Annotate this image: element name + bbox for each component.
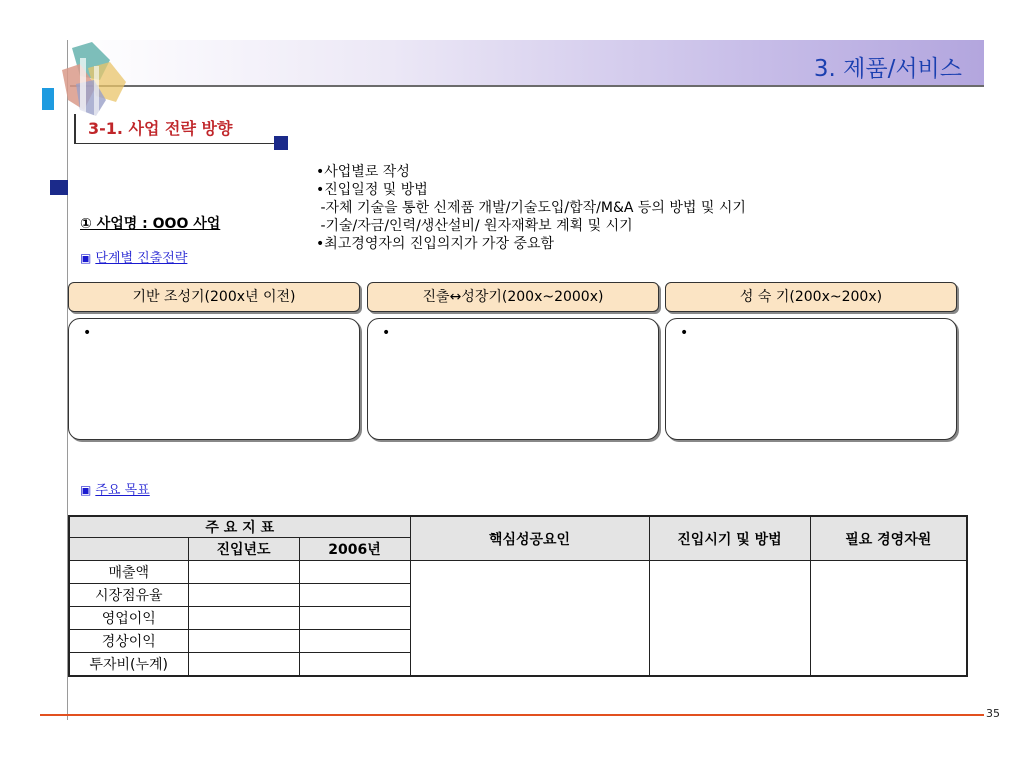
table-cell[interactable] [188,584,299,607]
note-line: -자체 기술을 통한 신제품 개발/기술도입/합작/M&A 등의 방법 및 시기 [316,200,746,216]
stage-tab-foundation: 기반 조성기(200x년 이전) [68,282,360,312]
table-cell[interactable] [188,607,299,630]
header-required-resources: 필요 경영자원 [810,516,967,561]
business-name: ① 사업명 : OOO 사업 [80,216,221,232]
bullet: • [83,325,92,341]
page-number: 35 [986,707,1000,720]
stage-tab-growth: 진출↔성장기(200x~2000x) [367,282,659,312]
table-row [69,561,967,584]
slide-title: 3. 제품/서비스 [813,56,962,82]
row-label: 영업이익 [69,607,188,630]
bullet: • [680,325,689,341]
goals-table [68,515,968,677]
note-line: •사업별로 작성 [316,164,410,180]
header-year-2006: 2006년 [299,538,410,561]
decorative-logo-icon [40,40,140,120]
header-blank [69,538,188,561]
section-square [274,136,288,150]
note-line: •최고경영자의 진입의지가 가장 중요함 [316,236,554,252]
section-title: 3-1. 사업 전략 방향 [88,119,233,138]
square-bullet-icon: ▣ [80,251,92,265]
stage-strategy-heading-label: 단계별 진출전략 [95,251,188,266]
row-label: 경상이익 [69,630,188,653]
row-label: 매출액 [69,561,188,584]
main-goals-heading-label: 주요 목표 [95,483,150,498]
decor-square [42,88,54,110]
footer-line [40,714,984,716]
main-goals-heading[interactable] [80,479,150,498]
required-resources-cell[interactable] [810,561,967,677]
header-entry-timing-method: 진입시기 및 방법 [649,516,810,561]
header-main-indicators: 주 요 지 표 [69,516,410,538]
stage-box-foundation[interactable] [68,318,360,440]
table-cell[interactable] [299,653,410,677]
square-bullet-icon: ▣ [80,483,92,497]
section-underline [74,143,274,144]
table-cell[interactable] [188,653,299,677]
table-cell[interactable] [299,607,410,630]
stage-tab-maturity: 성 숙 기(200x~200x) [665,282,957,312]
section-left-bar [74,114,76,144]
entry-method-cell[interactable] [649,561,810,677]
decor-square [50,180,68,195]
table-cell[interactable] [299,630,410,653]
row-label: 투자비(누계) [69,653,188,677]
row-label: 시장점유율 [69,584,188,607]
stage-box-growth[interactable] [367,318,659,440]
success-factors-cell[interactable] [410,561,649,677]
note-line: -기술/자금/인력/생산설비/ 원자재확보 계획 및 시기 [316,218,633,234]
note-line: •진입일정 및 방법 [316,182,428,198]
table-cell[interactable] [299,561,410,584]
stage-strategy-heading[interactable] [80,247,187,266]
stage-box-maturity[interactable] [665,318,957,440]
table-cell[interactable] [188,561,299,584]
guidance-notes [316,163,746,253]
header-key-success-factors: 핵심성공요인 [410,516,649,561]
table-cell[interactable] [299,584,410,607]
bullet: • [382,325,391,341]
header-entry-year: 진입년도 [188,538,299,561]
table-cell[interactable] [188,630,299,653]
